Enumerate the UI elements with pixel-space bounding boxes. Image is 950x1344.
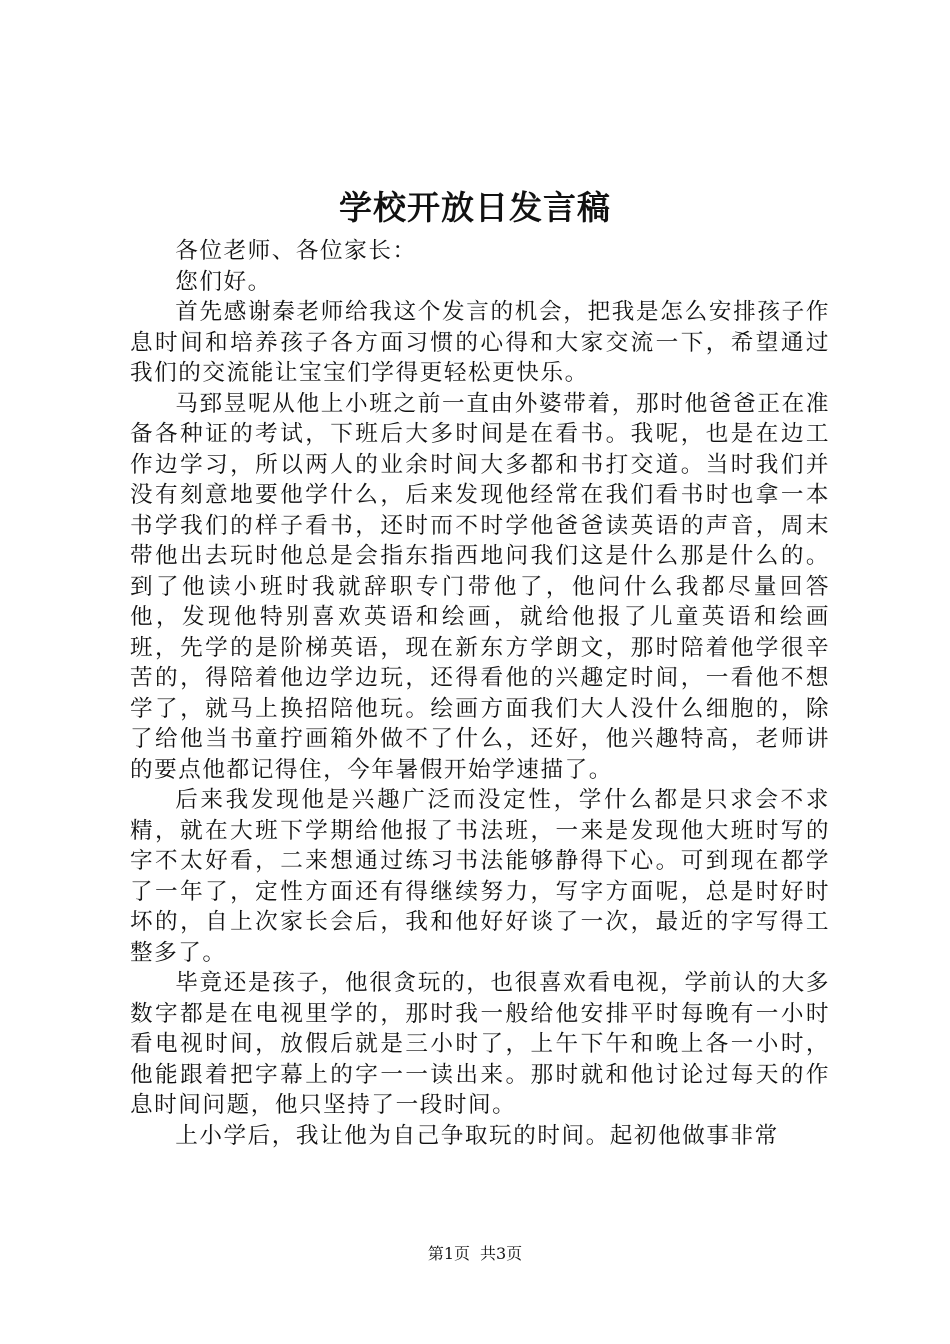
paragraph: 上小学后，我让他为自己争取玩的时间。起初他做事非常	[175, 1122, 779, 1149]
salutation: 各位老师、各位家长：	[175, 238, 417, 264]
page-footer	[0, 1243, 950, 1265]
document-title: 学校开放日发言稿	[339, 188, 611, 227]
page-total: 共3页	[480, 1244, 523, 1263]
paragraph: 首先感谢秦老师给我这个发言的机会，把我是怎么安排孩子作息时间和培养孩子各方面习惯的心得和大家交流一下，希望通过我们的交流能让宝宝们学得更轻松更快乐。	[130, 299, 830, 386]
paragraph: 后来我发现他是兴趣广泛而没定性，学什么都是只求会不求精，就在大班下学期给他报了书法班，一来是发现他大班时写的字不太好看，二来想通过练习书法能够静得下心。可到现在都学了一年了，定性方面还有得继续努力，写字方面呢，总是时好时坏的，自上次家长会后，我和他好好谈了一次，最近的字写得工整多了。	[130, 787, 830, 966]
paragraph: 马郅昱呢从他上小班之前一直由外婆带着，那时他爸爸正在准备各种证的考试，下班后大多时间是在看书。我呢，也是在边工作边学习，所以两人的业余时间大多都和书打交道。当时我们并没有刻意地要他学什么，后来发现他经常在我们看书时也拿一本书学我们的样子看书，还时而不时学他爸爸读英语的声音，周末带他出去玩时他总是会指东指西地问我们这是什么那是什么的。到了他读小班时我就辞职专门带他了，他问什么我都尽量回答他，发现他特别喜欢英语和绘画，就给他报了儿童英语和绘画班，先学的是阶梯英语，现在新东方学朗文，那时陪着他学很辛苦的，得陪着他边学边玩，还得看他的兴趣定时间，一看他不想学了，就马上换招陪他玩。绘画方面我们大人没什么细胞的，除了给他当书童拧画箱外做不了什么，还好，他兴趣特高，老师讲的要点他都记得住，今年暑假开始学速描了。	[130, 390, 830, 783]
page-number: 第1页	[427, 1244, 470, 1263]
paragraph: 毕竟还是孩子，他很贪玩的，也很喜欢看电视，学前认的大多数字都是在电视里学的，那时我一般给他安排平时每晚有一小时看电视时间，放假后就是三小时了，上午下午和晚上各一小时，他能跟着把字幕上的字一一读出来。那时就和他讨论过每天的作息时间问题，他只坚持了一段时间。	[130, 970, 830, 1118]
document-body	[130, 236, 830, 1151]
greeting: 您们好。	[175, 268, 272, 295]
